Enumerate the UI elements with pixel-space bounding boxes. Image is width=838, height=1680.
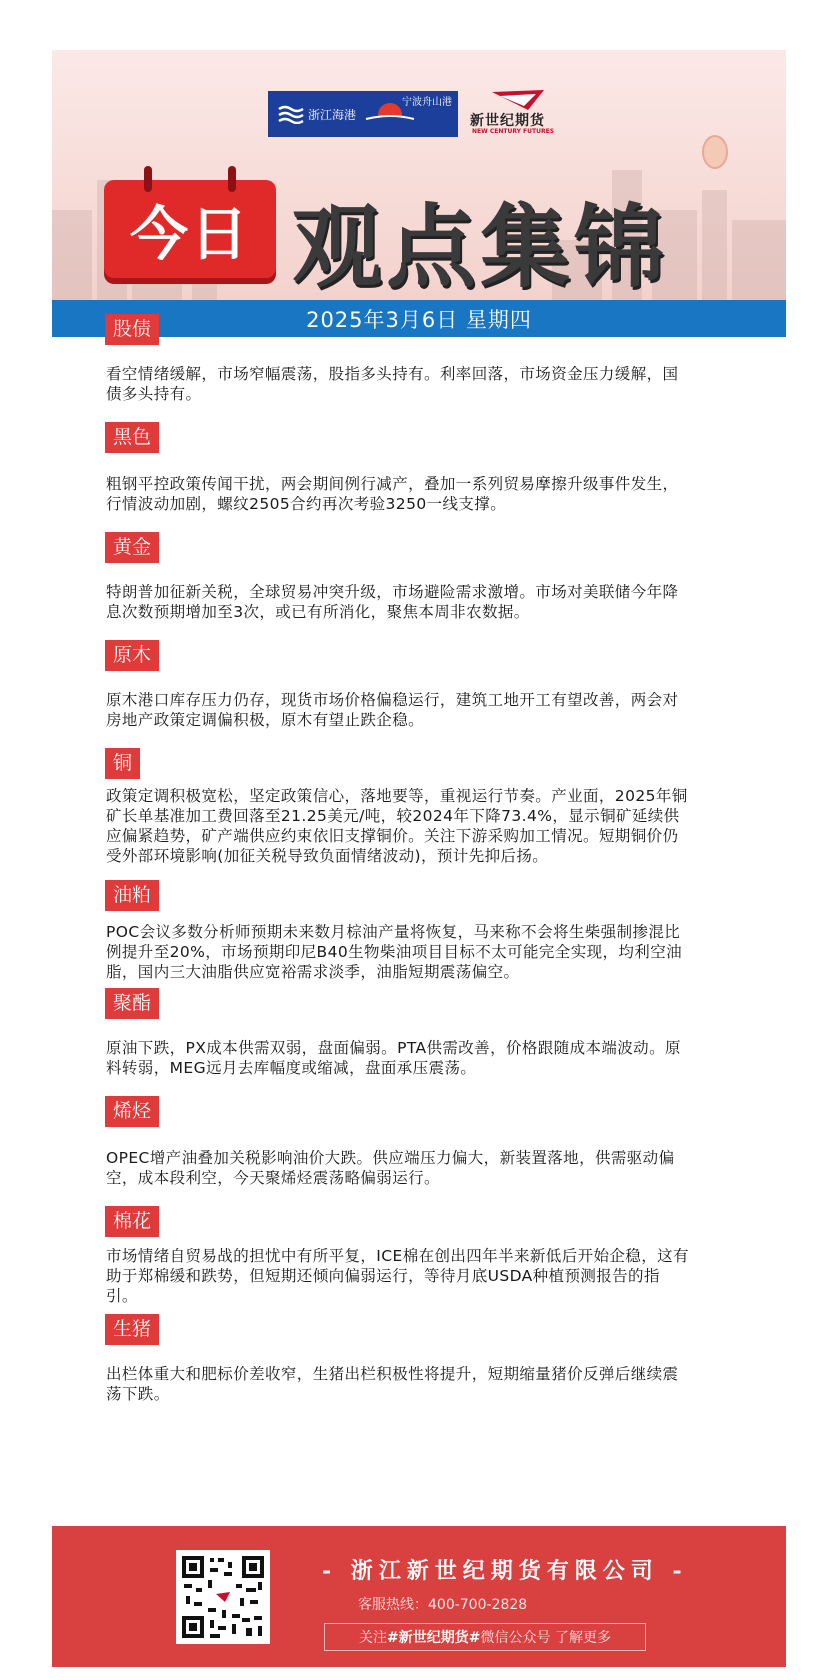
section-tag-ferrous: 黑色 [105, 422, 159, 453]
section-text-ferrous: 粗钢平控政策传闻干扰，两会期间例行减产，叠加一系列贸易摩擦升级事件发生，行情波动加剧，螺纹2505合约再次考验3250一线支撑。 [106, 475, 679, 513]
section-tag-olefins: 烯烃 [105, 1096, 159, 1127]
follow-prefix: 关注 [359, 1630, 388, 1646]
follow-brand: #新世纪期货# [387, 1630, 481, 1646]
section-text-hogs: 出栏体重大和肥标价差收窄，生猪出栏积极性将提升，短期缩量猪价反弹后继续震荡下跌。 [106, 1365, 679, 1403]
page-title: 观点集锦 [292, 195, 668, 300]
calendar-ring-icon [228, 166, 236, 192]
today-label: 今日 [129, 200, 250, 268]
section-text-logs: 原木港口库存压力仍存，现货市场价格偏稳运行，建筑工地开工有望改善，两会对房地产政策定调偏积极，原木有望止跌企稳。 [106, 691, 679, 729]
qr-code-icon[interactable] [176, 1550, 270, 1644]
follow-wechat-link[interactable] [324, 1623, 646, 1651]
company-name: - 浙江新世纪期货有限公司 - [322, 1558, 688, 1584]
cf-logo-cn: 新世纪期货 [470, 113, 545, 129]
today-badge [104, 180, 276, 278]
section-text-copper: 政策定调积极宽松，坚定政策信心，落地要等，重视运行节奏。产业面，2025年铜矿长单基准加工费回落至21.25美元/吨，较2024年下降73.4%，显示铜矿延续供应偏紧趋势，矿产端供应约束依旧支撑铜价。关注下游采购加工情况。短期铜价仍受外部环境影响(加征关税导致负面情绪波动)，预计先抑后扬。 [106, 787, 688, 865]
swoosh-icon [488, 88, 548, 112]
partner-logos [268, 88, 566, 140]
section-text-olefins: OPEC增产油叠加关税影响油价大跌。供应端压力偏大，新装置落地，供需驱动偏空，成本段利空，今天聚烯烃震荡略偏弱运行。 [106, 1149, 675, 1187]
calendar-ring-icon [144, 166, 152, 192]
section-tag-polyester: 聚酯 [105, 988, 159, 1019]
cf-logo-en: NEW CENTURY FUTURES [472, 128, 555, 135]
follow-suffix: 微信公众号 了解更多 [480, 1630, 611, 1646]
wave-icon [278, 104, 304, 124]
header-banner [52, 50, 786, 300]
section-text-cotton: 市场情绪自贸易战的担忧中有所平复，ICE棉在创出四年半来新低后开始企稳，这有助于郑棉缓和跌势，但短期还倾向偏弱运行，等待月底USDA种植预测报告的指引。 [106, 1247, 689, 1305]
port-logo-name: 宁波舟山港 [402, 97, 452, 108]
footer [52, 1526, 786, 1667]
coin-decoration-icon [702, 135, 728, 169]
section-text-oilseeds: POC会议多数分析师预期未来数月棕油产量将恢复，马来称不会将生柴强制掺混比例提升至20%，市场预期印尼B40生物柴油项目目标不太可能完全实现，均利空油脂，国内三大油脂供应宽裕需求淡季，油脂短期震荡偏空。 [106, 923, 683, 981]
section-tag-logs: 原木 [105, 640, 159, 671]
section-tag-gold: 黄金 [105, 532, 159, 563]
port-logo-text: 浙江海港 [308, 107, 357, 122]
section-tag-hogs: 生猪 [105, 1314, 159, 1345]
zhejiang-seaport-logo [268, 91, 458, 137]
section-tag-stocks-bonds: 股债 [105, 314, 159, 345]
section-text-polyester: 原油下跌，PX成本供需双弱，盘面偏弱。PTA供需改善，价格跟随成本端波动。原料转弱，MEG远月去库幅度或缩减，盘面承压震荡。 [106, 1039, 681, 1077]
section-tag-oilseeds: 油粕 [105, 880, 159, 911]
section-tag-copper: 铜 [105, 748, 140, 779]
new-century-futures-logo [470, 88, 566, 140]
section-text-stocks-bonds: 看空情绪缓解，市场窄幅震荡，股指多头持有。利率回落，市场资金压力缓解，国债多头持有。 [106, 365, 679, 403]
date-bar: 2025年3月6日 星期四 [52, 300, 786, 337]
section-tag-cotton: 棉花 [105, 1206, 159, 1237]
section-text-gold: 特朗普加征新关税，全球贸易冲突升级，市场避险需求激增。市场对美联储今年降息次数预期增加至3次，或已有所消化，聚焦本周非农数据。 [106, 583, 679, 621]
page-card [52, 50, 786, 1667]
hotline: 客服热线：400-700-2828 [358, 1597, 528, 1613]
